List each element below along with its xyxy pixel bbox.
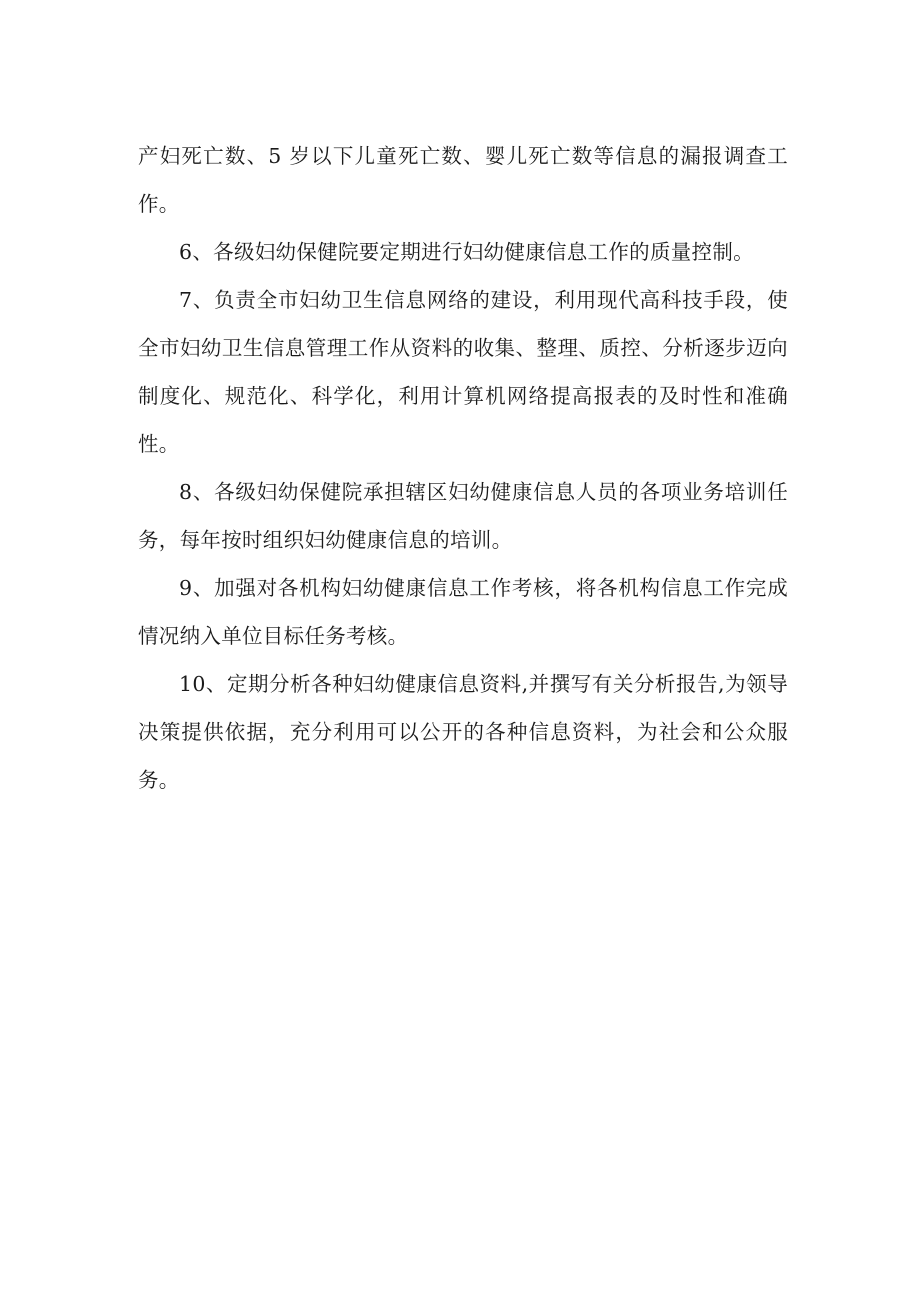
paragraph-item-6: 6、各级妇幼保健院要定期进行妇幼健康信息工作的质量控制。 [179, 240, 754, 264]
document-body [138, 132, 788, 804]
paragraph-item-7: 7、负责全市妇幼卫生信息网络的建设，利用现代高科技手段，使全市妇幼卫生信息管理工作从资料的收集、整理、质控、分析逐步迈向制度化、规范化、科学化，利用计算机网络提高报表的及时性和准确性。 [138, 288, 788, 456]
paragraph-continuation: 产妇死亡数、5 岁以下儿童死亡数、婴儿死亡数等信息的漏报调查工作。 [138, 144, 788, 216]
paragraph-item-10: 10、定期分析各种妇幼健康信息资料,并撰写有关分析报告,为领导决策提供依据，充分利用可以公开的各种信息资料，为社会和公众服务。 [138, 672, 788, 792]
paragraph-item-9: 9、加强对各机构妇幼健康信息工作考核，将各机构信息工作完成情况纳入单位目标任务考核。 [138, 576, 788, 648]
paragraph-item-8: 8、各级妇幼保健院承担辖区妇幼健康信息人员的各项业务培训任务，每年按时组织妇幼健康信息的培训。 [138, 480, 788, 552]
